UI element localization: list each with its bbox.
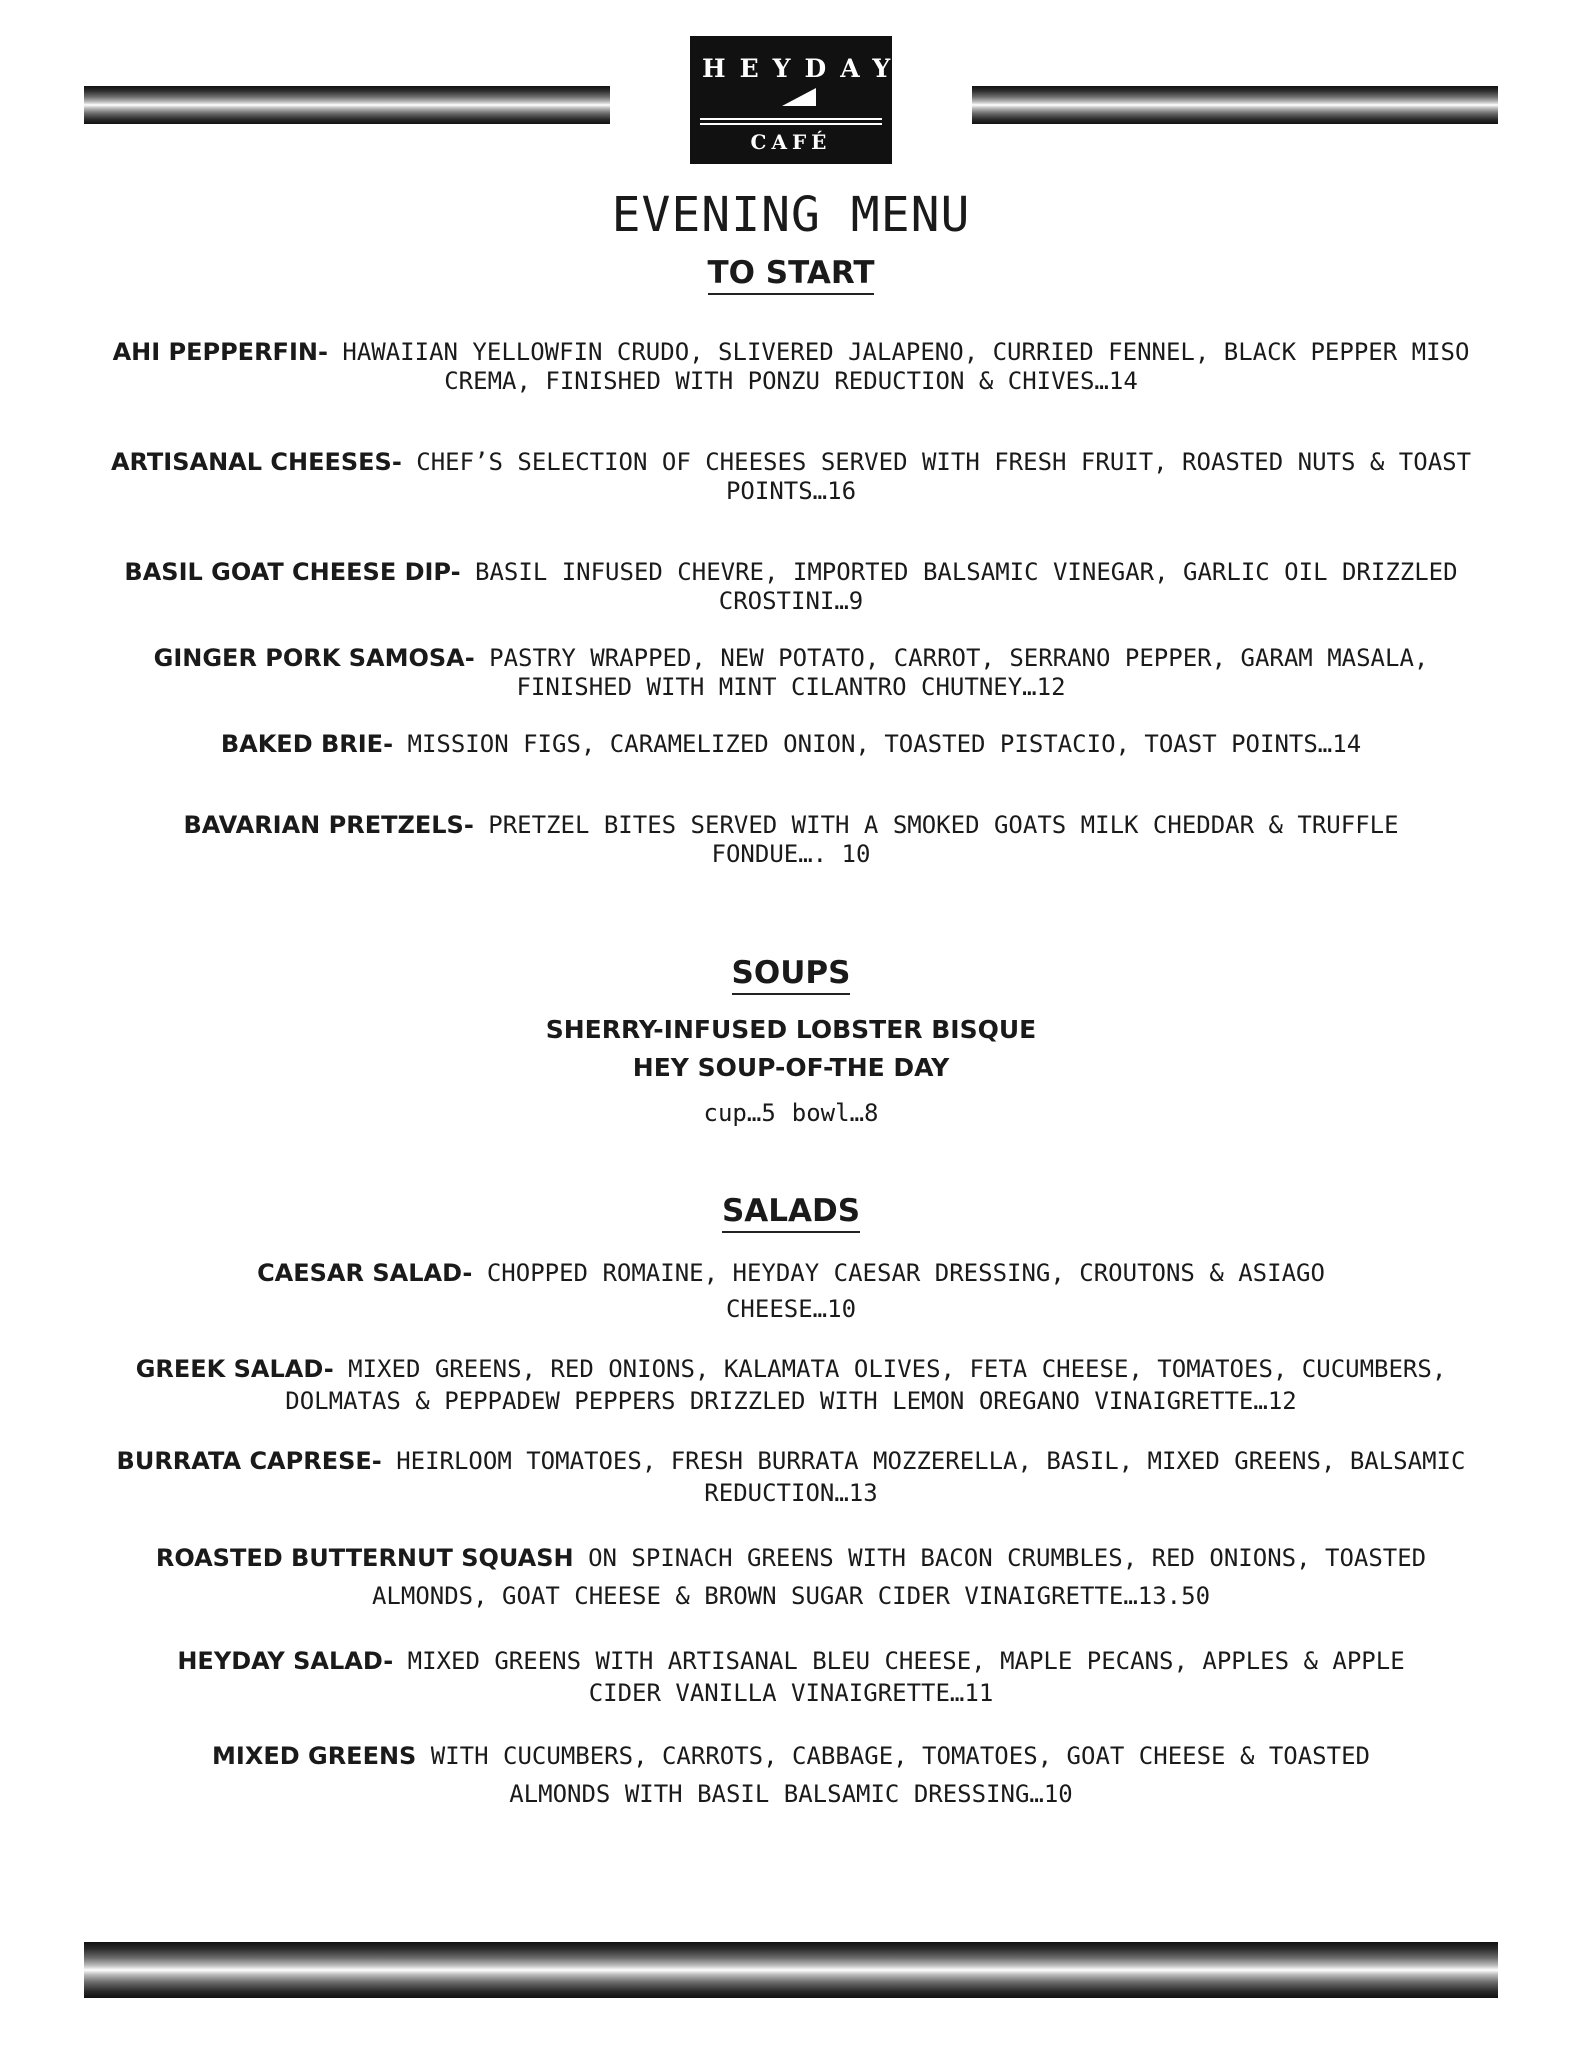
soup-item: HEY SOUP-OF-THE DAY bbox=[632, 1053, 950, 1082]
menu-item: BASIL GOAT CHEESE DIP- BASIL INFUSED CHEVRE, IMPORTED BALSAMIC VINEGAR, GARLIC OIL DRIZZLED CROSTINI…9 bbox=[124, 558, 1458, 615]
soup-bowl-price: bowl…8 bbox=[791, 1099, 879, 1127]
logo-wedge-icon bbox=[782, 88, 816, 106]
menu-item: MIXED GREENS WITH CUCUMBERS, CARROTS, CABBAGE, TOMATOES, GOAT CHEESE & TOASTED ALMONDS WITH BASIL BALSAMIC DRESSING…10 bbox=[212, 1742, 1370, 1808]
menu-item: ARTISANAL CHEESES- CHEF’S SELECTION OF CHEESES SERVED WITH FRESH FRUIT, ROASTED NUTS & TOAST POINTS…16 bbox=[110, 448, 1472, 505]
heyday-cafe-logo bbox=[690, 36, 905, 164]
soup-item: SHERRY-INFUSED LOBSTER BISQUE bbox=[545, 1015, 1037, 1044]
section-title-soups: SOUPS bbox=[70, 949, 1512, 997]
menu-item: GREEK SALAD- MIXED GREENS, RED ONIONS, KALAMATA OLIVES, FETA CHEESE, TOMATOES, CUCUMBERS, DOLMATAS & PEPPADEW PEPPERS DRIZZLED WITH LEMON OREGANO VINAIGRETTE…12 bbox=[135, 1355, 1447, 1415]
logo-rule bbox=[700, 118, 882, 120]
menu-item: BAKED BRIE- MISSION FIGS, CARAMELIZED ONION, TOASTED PISTACIO, TOAST POINTS…14 bbox=[220, 730, 1362, 758]
section-title-to-start: TO START bbox=[70, 250, 1512, 296]
decorative-bar-bottom bbox=[84, 1942, 1498, 1998]
soup-sizes bbox=[70, 1099, 1512, 1127]
soup-cup-price: cup…5 bbox=[703, 1099, 776, 1127]
menu-item: CAESAR SALAD- CHOPPED ROMAINE, HEYDAY CAESAR DRESSING, CROUTONS & ASIAGO CHEESE…10 bbox=[257, 1259, 1325, 1323]
decorative-bar-top-left bbox=[84, 86, 610, 124]
section-title-salads: SALADS bbox=[70, 1187, 1512, 1235]
page-title: EVENING MENU bbox=[611, 187, 971, 243]
menu-item: BURRATA CAPRESE- HEIRLOOM TOMATOES, FRESH BURRATA MOZZERELLA, BASIL, MIXED GREENS, BALSAMIC REDUCTION…13 bbox=[116, 1447, 1466, 1507]
menu-item: GINGER PORK SAMOSA- PASTRY WRAPPED, NEW POTATO, CARROT, SERRANO PEPPER, GARAM MASALA, FINISHED WITH MINT CILANTRO CHUTNEY…12 bbox=[153, 644, 1429, 701]
logo-name: HEYDAY bbox=[702, 54, 905, 83]
logo-rule bbox=[700, 123, 882, 125]
menu-item: HEYDAY SALAD- MIXED GREENS WITH ARTISANAL BLEU CHEESE, MAPLE PECANS, APPLES & APPLE CIDER VANILLA VINAIGRETTE…11 bbox=[177, 1647, 1405, 1707]
menu-content bbox=[70, 180, 1512, 1813]
menu-item: BAVARIAN PRETZELS- PRETZEL BITES SERVED WITH A SMOKED GOATS MILK CHEDDAR & TRUFFLE FONDUE…. 10 bbox=[183, 811, 1399, 868]
decorative-bar-top-right bbox=[972, 86, 1498, 124]
logo-sub: CAFÉ bbox=[750, 130, 832, 154]
menu-item: ROASTED BUTTERNUT SQUASH ON SPINACH GREENS WITH BACON CRUMBLES, RED ONIONS, TOASTED ALMONDS, GOAT CHEESE & BROWN SUGAR CIDER VINAIGRETTE…13.50 bbox=[155, 1544, 1427, 1610]
menu-item: AHI PEPPERFIN- HAWAIIAN YELLOWFIN CRUDO, SLIVERED JALAPENO, CURRIED FENNEL, BLACK PEPPER MISO CREMA, FINISHED WITH PONZU REDUCTION & CHIVES…14 bbox=[112, 338, 1470, 395]
